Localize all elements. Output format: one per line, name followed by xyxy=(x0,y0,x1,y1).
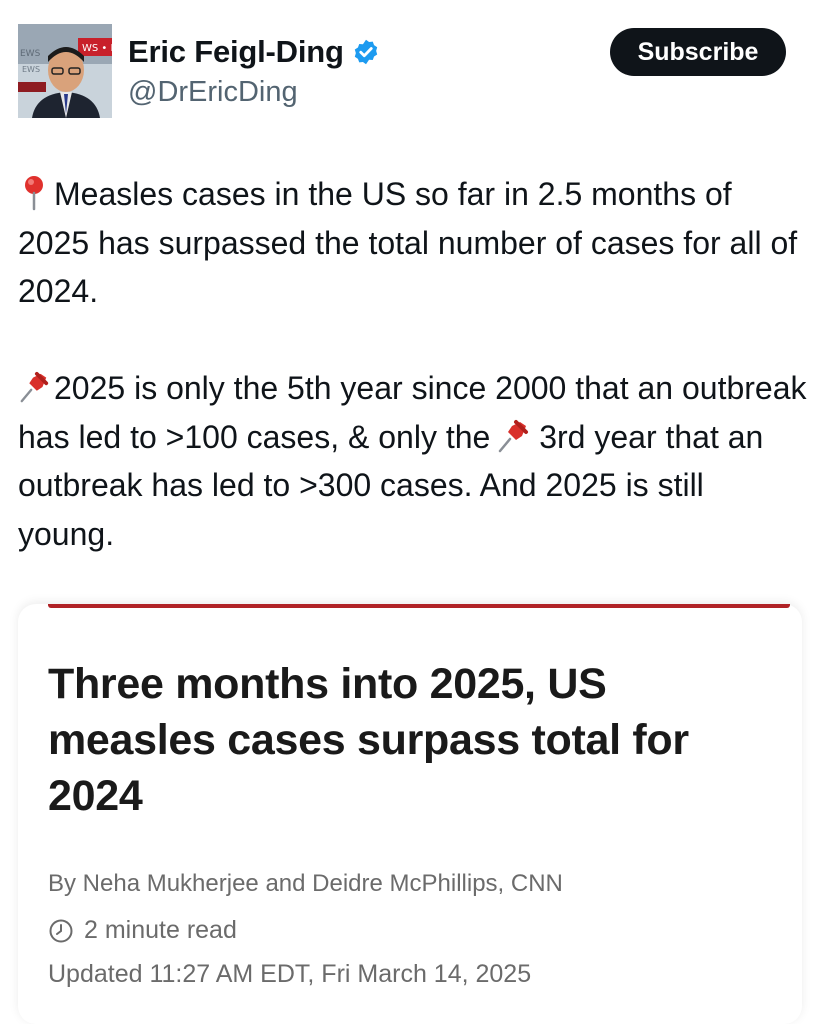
read-time xyxy=(48,916,237,945)
round-pushpin-icon xyxy=(18,175,50,211)
clock-icon xyxy=(48,918,74,944)
pushpin-icon xyxy=(18,369,50,405)
avatar[interactable] xyxy=(18,24,117,118)
svg-text:EWS: EWS xyxy=(20,49,41,59)
paragraph-1-text: Measles cases in the US so far in 2.5 months of 2025 has surpassed the total number of cases for all of 2024. xyxy=(18,176,798,309)
pushpin-icon xyxy=(496,418,530,454)
article-byline: By Neha Mukherjee and Deidre McPhillips, CNN xyxy=(48,870,563,897)
paragraph-2-text-start: 2025 is only the 5th year since 2000 that an outbreak has led to >100 cases, & only the xyxy=(18,370,807,455)
tweet-header xyxy=(18,24,786,120)
author-handle[interactable]: @DrEricDing xyxy=(128,76,298,108)
read-time-label: 2 minute read xyxy=(84,916,237,944)
svg-text:EWS: EWS xyxy=(22,65,41,74)
link-preview-card[interactable] xyxy=(18,604,802,1024)
svg-text:WS • E: WS • E xyxy=(82,43,117,54)
card-accent-bar xyxy=(48,604,790,608)
article-title[interactable]: Three months into 2025, US measles cases surpass total for 2024 xyxy=(48,660,689,820)
avatar-photo xyxy=(18,24,117,118)
author-info xyxy=(128,34,380,109)
name-row xyxy=(128,34,380,70)
tweet-text xyxy=(18,170,808,558)
tweet-paragraph-2 xyxy=(18,364,808,558)
article-updated-timestamp: Updated 11:27 AM EDT, Fri March 14, 2025 xyxy=(48,960,532,988)
verified-badge-icon xyxy=(352,38,380,66)
tweet-paragraph-1 xyxy=(18,170,808,316)
subscribe-button[interactable]: Subscribe xyxy=(610,28,786,76)
display-name[interactable]: Eric Feigl-Ding xyxy=(128,34,344,69)
paragraph-2-text-end: 3rd year that an outbreak has led to >300 cases. And 2025 is still young. xyxy=(18,418,764,552)
